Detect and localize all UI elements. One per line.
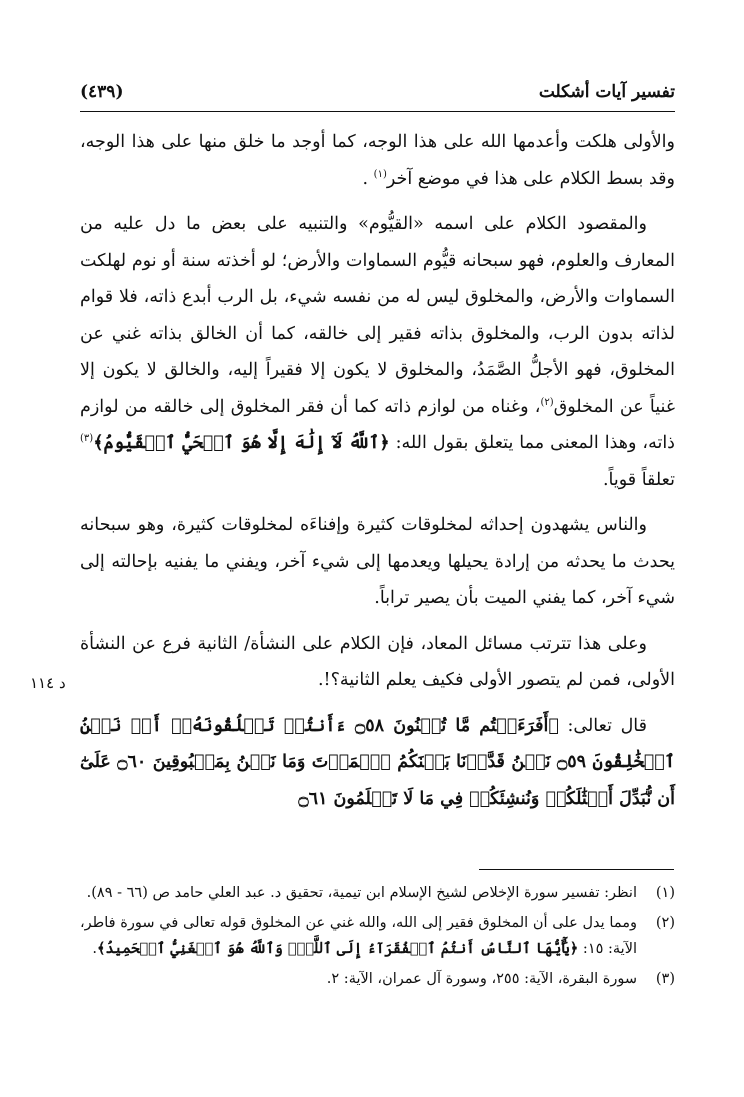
- quran-verse: ﴿ٱللَّهُ لَآ إِلَٰهَ إِلَّا هُوَ ٱلۡحَيُّ ٱلۡقَيُّومُ﴾: [93, 433, 390, 453]
- text-run: والمقصود الكلام على اسمه «القيُّوم» والتنبيه على بعض ما دل عليه من المعارف والعلوم، فهو سبحانه قيُّوم السماوات والأرض؛ لو أخذته سنة أو نوم لهلكت السماوات والأرض، والمخلوق ليس له من نفسه شيء، بل الرب أبدع ذاته، فلا قوام لذاته بدون الرب، والمخلوق بذاته فقير إلى خالقه، كما أن الخالق بذاته غني عن المخلوق، فهو الأجلُّ الصَّمَدُ، والمخلوق لا يكون إلا فقيراً إليه، والخالق لا يكون إلا غنياً عن المخلوق: [80, 214, 675, 417]
- paragraph: [80, 626, 675, 699]
- text-run: وعلى هذا تترتب مسائل المعاد، فإن الكلام على النشأة/ الثانية فرع عن النشأة الأولى، فمن لم يتصور الأولى فكيف يعلم الثانية؟!.: [80, 633, 675, 690]
- footnote-marker: (٢): [540, 396, 554, 408]
- page-number: (٤٣٩): [80, 82, 124, 102]
- quran-verse: ﴿يَٰٓأَيُّهَا ٱلنَّاسُ أَنتُمُ ٱلۡفُقَرَآءُ إِلَى ٱللَّهِۖ وَٱللَّهُ هُوَ ٱلۡغَنِيُّ ٱلۡحَمِيدُ﴾: [97, 940, 579, 957]
- text-run: تعلقاً قوياً.: [602, 469, 675, 490]
- text-run: انظر: تفسير سورة الإخلاص لشيخ الإسلام ابن تيمية، تحقيق د. عبد العلي حامد ص (٦٦ - ٨٩).: [86, 885, 637, 901]
- footnote-number: (٣): [655, 971, 675, 987]
- body-text: [80, 124, 675, 826]
- footnote-text: [80, 880, 637, 906]
- footnotes: [80, 880, 675, 996]
- header-rule: [80, 111, 675, 112]
- running-title: تفسير آيات أشكلت: [538, 82, 675, 102]
- text-run: ومما يدل على أن المخلوق فقير إلى الله، والله غني عن المخلوق قوله تعالى في سورة فاطر، الآية: ١٥:: [80, 915, 637, 957]
- text-run: ، وغناه من لوازم ذاته كما أن فقر المخلوق إلى خالقه من لوازم ذاته، وهذا المعنى مما يتعلق بقول الله:: [80, 396, 675, 453]
- footnote-rule: [479, 869, 674, 870]
- footnote-text: [80, 910, 637, 962]
- paragraph: [80, 206, 675, 498]
- footnote-number: (٢): [655, 915, 675, 931]
- text-run: .: [92, 941, 97, 957]
- margin-note: د ١١٤: [30, 674, 66, 692]
- footnote-number: (١): [655, 885, 675, 901]
- footnote: [80, 966, 675, 992]
- paragraph: [80, 507, 675, 617]
- footnote: [80, 880, 675, 906]
- paragraph: [80, 708, 675, 818]
- footnote-marker: (١): [373, 168, 387, 180]
- footnote: [80, 910, 675, 962]
- text-run: والأولى هلكت وأعدمها الله على هذا الوجه، كما أوجد ما خلق منها على هذا الوجه، وقد بسط الكلام على هذا في موضع آخر: [80, 132, 675, 189]
- quran-verse: ﴿أَفَرَءَيۡتُم مَّا تُمۡنُونَ ۝٥٨ ءَأَنتُمۡ تَخۡلُقُونَهُۥٓ أَمۡ نَحۡنُ ٱلۡخَٰلِقُونَ ۝٥٩ نَحۡنُ قَدَّرۡنَا بَيۡنَكُمُ ٱلۡمَوۡتَ وَمَا نَحۡنُ بِمَسۡبُوقِينَ ۝٦٠ عَلَىٰٓ أَن نُّبَدِّلَ أَمۡثَٰلَكُمۡ وَنُنشِئَكُمۡ فِي مَا لَا تَعۡلَمُونَ ۝٦١: [80, 715, 675, 809]
- paragraph: [80, 124, 675, 197]
- footnote-text: [80, 966, 637, 992]
- text-run: والناس يشهدون إحداثه لمخلوقات كثيرة وإفناءَه لمخلوقات كثيرة، وهو سبحانه يحدث ما يحدثه من إرادة يحيلها ويعدمها إلى شيء آخر، ويفني ما يفنيه بإحالته إلى شيء آخر، كما يفني الميت بأن يصير تراباً.: [80, 515, 675, 608]
- page-header: [80, 78, 675, 108]
- text-run: .: [362, 168, 374, 189]
- text-run: سورة البقرة، الآية: ٢٥٥، وسورة آل عمران، الآية: ٢.: [326, 971, 637, 987]
- text-run: قال تعالى:: [558, 715, 647, 736]
- footnote-marker: (٣): [80, 433, 94, 445]
